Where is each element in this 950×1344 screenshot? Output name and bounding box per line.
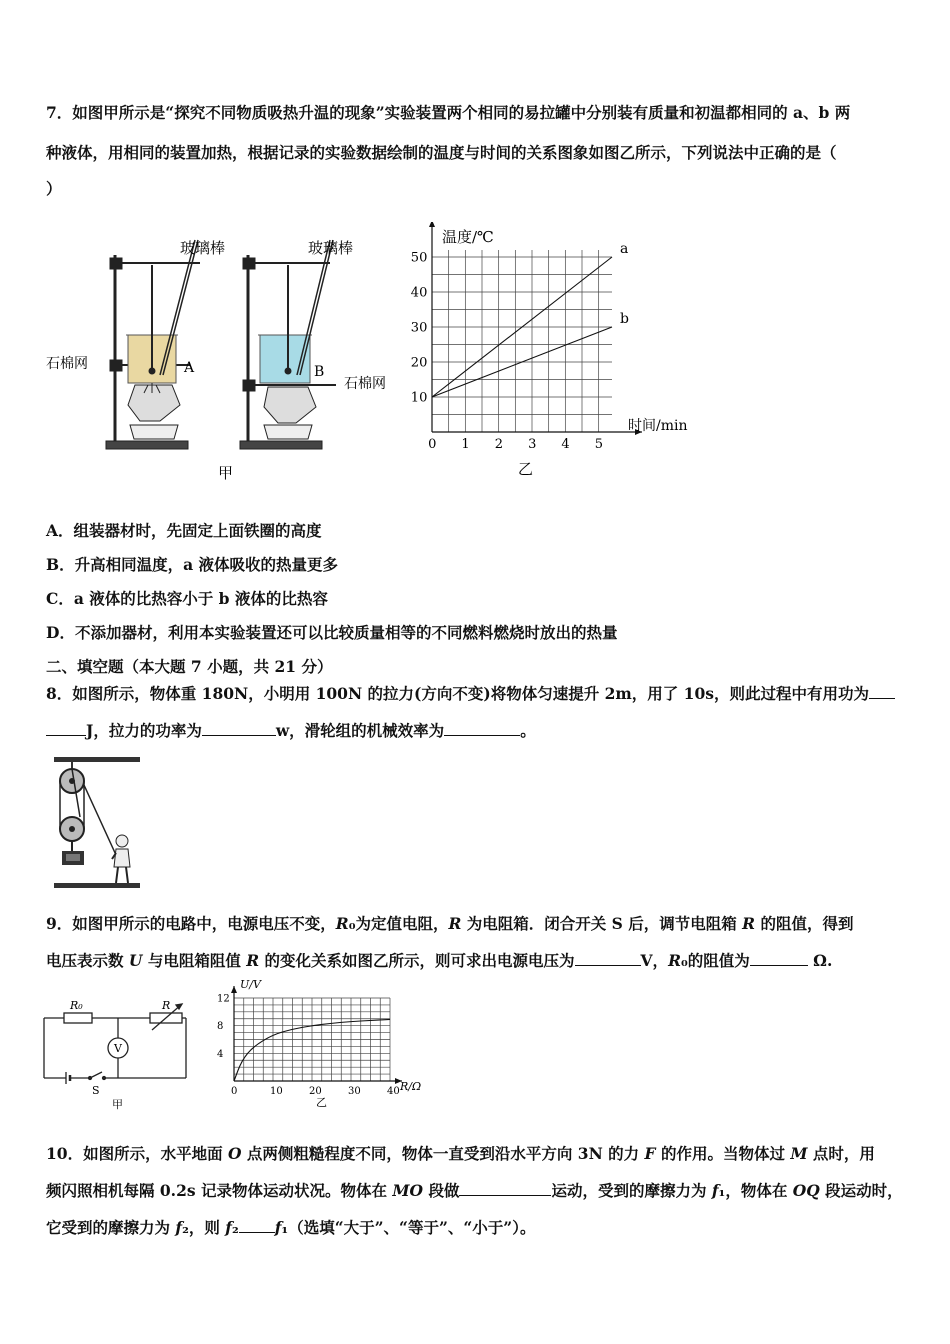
q7-line-2: 种液体，用相同的装置加热，根据记录的实验数据绘制的温度与时间的关系图象如图乙所示，下列说法中正确的是（ [46,143,837,162]
circuit-label-r0: R₀ [70,999,83,1012]
section-heading-fill-in: 二、填空题（本大题 7 小题，共 21 分） [46,657,333,676]
q8-line-1 [46,682,895,704]
q9-text-2f: V， [640,951,669,970]
q10-text-3c: ₂，则 [182,1218,226,1237]
q9-symbol-r-2: R [742,914,756,933]
q10-symbol-f2-b: f [225,1218,232,1237]
q8-text-2b: w，滑轮组的机械效率为 [275,721,445,740]
label-net-b: 石棉网 [344,376,386,392]
q10-blank-compare[interactable] [239,1218,275,1233]
circuit-label-switch: S [92,1084,100,1097]
chart2-caption: 乙 [316,1096,327,1109]
circuit-caption: 甲 [112,1098,123,1111]
series-label-b: b [620,311,629,327]
label-rod-b: 玻璃棒 [308,239,354,257]
q8-text-1: 8．如图所示，物体重 180N，小明用 100N 的拉力(方向不变)将物体匀速提升 2m，用了 10s，则此过程中有用功为 [46,684,869,703]
q7-option-c[interactable]: C．a 液体的比热容小于 b 液体的比热容 [46,589,328,608]
y-tick-label: 50 [410,250,428,266]
q9-text-2a: 电压表示数 [46,951,129,970]
label-liquid-b: B [314,364,325,380]
x-tick-label: 2 [494,437,504,452]
q9-text-2e: 的变化关系如图乙所示，则可求出电源电压为 [259,951,575,970]
x-tick-label: 4 [561,437,570,452]
x-tick-label: 5 [594,437,604,452]
x-tick-label: 40 [387,1086,400,1097]
q10-symbol-m: M [790,1144,808,1163]
q10-text-1g: 点时，用 [807,1144,875,1163]
q8-blank-work-part[interactable] [869,684,895,699]
q9-symbol-r0-2: R [668,951,681,970]
chart1-caption: 乙 [518,460,534,478]
q8-line-2 [46,719,536,741]
q9-circuit-figure [40,992,200,1112]
q9-symbol-r0: R [335,914,349,933]
q9-symbol-r-3: R [246,951,260,970]
voltage-resistance-chart [210,976,435,1114]
chart1-series [432,241,629,397]
q10-symbol-f: F [644,1144,656,1163]
y-axis-arrow-icon [429,222,435,227]
x-tick-label: 30 [348,1086,361,1097]
series-label-a: a [620,241,629,257]
q7-apparatus-figure [40,225,400,487]
q10-text-2c: 段做 [423,1181,460,1200]
q10-symbol-f1-b: f [274,1218,282,1237]
q10-text-1a: 10．如图所示，水平地面 [46,1144,228,1163]
x-tick-label: 0 [428,437,437,452]
y-tick-label: 12 [217,993,230,1005]
chart2-axes [231,986,402,1084]
x-tick-label: 3 [528,437,537,452]
q9-text-2h: ₀的阻值为 [680,951,750,970]
q7-option-d[interactable]: D．不添加器材，利用本实验装置还可以比较质量相等的不同燃料燃烧时放出的热量 [46,623,618,642]
x-tick-label: 20 [309,1086,322,1097]
q10-text-3a: 它受到的摩擦力为 [46,1218,176,1237]
q9-line-2 [46,949,832,971]
y-tick-label: 30 [410,320,428,336]
label-rod-a: 玻璃棒 [180,239,226,257]
voltmeter-icon: V [114,1042,122,1055]
temperature-time-chart [400,222,710,482]
q9-symbol-u: U [128,951,143,970]
label-liquid-a: A [184,360,195,376]
q10-symbol-f1: f [711,1181,719,1200]
q9-text-2i: Ω. [807,951,833,970]
q10-text-2f: ₁，物体在 [718,1181,793,1200]
q7-option-a[interactable]: A．组装器材时，先固定上面铁圈的高度 [46,521,322,540]
q9-text-1e: 为电阻箱．闭合开关 S 后，调节电阻箱 [461,914,743,933]
q10-line-3 [46,1216,535,1238]
q9-text-1a: 9．如图甲所示的电路中，电源电压不变， [46,914,336,933]
chart1-ylabel: 温度/℃ [442,228,494,246]
x-tick-label: 0 [231,1086,238,1097]
stand-a [106,240,200,449]
x-tick-label: 1 [461,437,470,452]
x-tick-label: 10 [270,1086,283,1097]
y-tick-label: 10 [410,390,428,406]
label-net-a: 石棉网 [46,356,88,372]
chart1-grid [432,250,612,432]
q10-blank-motion[interactable] [459,1181,551,1196]
q10-text-3e: ₂ [231,1218,239,1237]
q8-blank-work[interactable] [46,721,86,736]
chart1-tick-labels [411,251,603,452]
q7-line-3: ） [46,179,62,198]
q10-text-2h: 段运动时， [819,1181,903,1200]
q9-symbol-r: R [448,914,462,933]
chart2-ylabel: U/V [240,978,261,991]
chart1-axes [429,222,642,435]
q10-text-2a: 频闪照相机每隔 0.2s 记录物体运动状况。物体在 [46,1181,393,1200]
q10-symbol-o: O [227,1144,242,1163]
q10-text-1e: 的作用。当物体过 [655,1144,791,1163]
q7-option-b[interactable]: B．升高相同温度，a 液体吸收的热量更多 [46,555,339,574]
y-tick-label: 20 [410,355,428,371]
q10-line-1 [46,1142,875,1164]
q9-blank-resistance[interactable] [750,951,808,966]
q9-text-1c: ₀为定值电阻， [348,914,449,933]
q8-text-2a: J，拉力的功率为 [86,721,202,740]
q10-line-2 [46,1179,903,1201]
q9-text-2c: 与电阻箱阻值 [142,951,247,970]
q7-line-1: 7．如图甲所示是“探究不同物质吸热升温的现象”实验装置两个相同的易拉罐中分别装有质量和初温都相同的 a、b 两 [46,103,851,122]
chart2-grid [234,998,390,1081]
q10-symbol-mo: MO [392,1181,424,1200]
q8-pulley-figure [54,755,144,891]
q10-text-2d: 运动，受到的摩擦力为 [551,1181,712,1200]
y-axis-arrow-icon [231,986,237,993]
q10-text-3g: ₁（选填“大于”、“等于”、“小于”）。 [281,1218,536,1237]
q8-blank-efficiency[interactable] [444,721,520,736]
q10-symbol-oq: OQ [792,1181,820,1200]
q9-line-1 [46,912,853,934]
q8-blank-power[interactable] [202,721,276,736]
stand-b [240,240,336,449]
q9-blank-voltage[interactable] [575,951,641,966]
q8-text-2c: 。 [520,721,536,740]
q10-text-1c: 点两侧粗糙程度不同，物体一直受到沿水平方向 3N 的力 [241,1144,645,1163]
y-tick-label: 4 [217,1048,224,1060]
y-tick-label: 8 [217,1021,224,1033]
circuit-label-r: R [162,999,171,1012]
figure-caption-jia: 甲 [218,464,234,482]
q9-text-1g: 的阻值，得到 [755,914,854,933]
chart2-xlabel: R/Ω [400,1080,422,1093]
q10-symbol-f2: f [175,1218,183,1237]
y-tick-label: 40 [410,285,428,301]
chart1-xlabel: 时间/min [628,418,688,434]
